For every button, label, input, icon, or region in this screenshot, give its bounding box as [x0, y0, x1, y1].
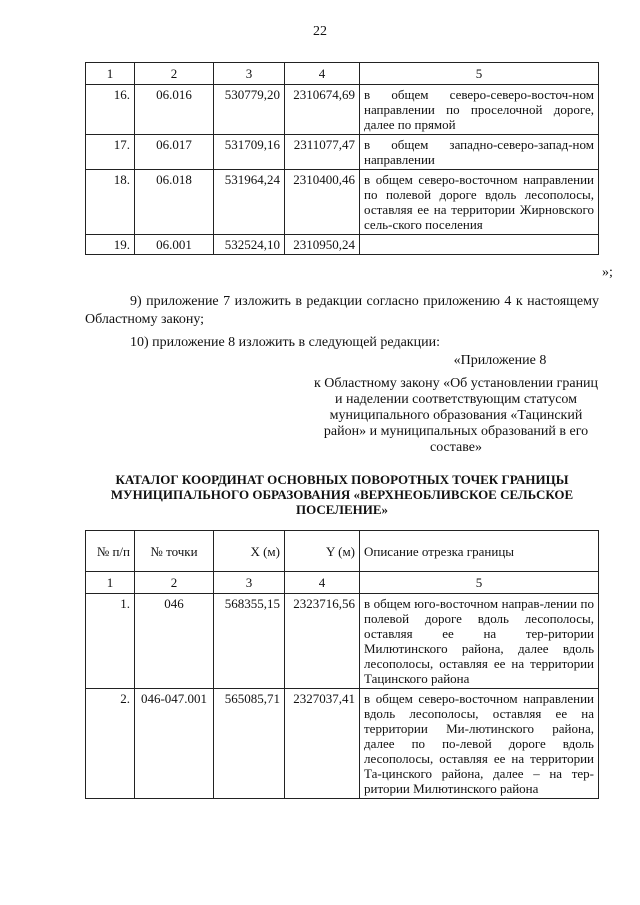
point-number: 06.001 — [135, 235, 214, 255]
x-coordinate: 531709,16 — [214, 135, 285, 170]
y-coordinate: 2310400,46 — [285, 170, 360, 235]
column-number: 5 — [360, 63, 599, 85]
row-number: 16. — [86, 85, 135, 135]
table-row — [86, 594, 599, 689]
segment-description: в общем юго-восточном направ-лении по полевой дороге вдоль лесополосы, оставляя ее на тер-ритории Милютинского района, далее вдоль лесополосы, оставляя ее на территории Тацинского района — [360, 594, 599, 689]
segment-description — [360, 235, 599, 255]
x-coordinate: 532524,10 — [214, 235, 285, 255]
column-number: 2 — [135, 63, 214, 85]
segment-description: в общем западно-северо-запад-ном направлении — [360, 135, 599, 170]
table-row — [86, 689, 599, 799]
table-column-numbers — [86, 63, 599, 85]
row-number: 18. — [86, 170, 135, 235]
point-number: 046 — [135, 594, 214, 689]
x-coordinate: 568355,15 — [214, 594, 285, 689]
x-coordinate: 530779,20 — [214, 85, 285, 135]
column-number: 3 — [214, 572, 285, 594]
coordinates-catalog-table — [85, 530, 599, 799]
paragraph-item-10: 10) приложение 8 изложить в следующей редакции: — [130, 335, 440, 350]
coordinates-table-continued — [85, 62, 599, 255]
x-coordinate: 531964,24 — [214, 170, 285, 235]
appendix-description: к Областному закону «Об установлении границ и наделении соответствующим статусом муниципального образования «Тацинский район» и муниципальных образований в его составе» — [313, 376, 599, 455]
column-header-number: № п/п — [86, 531, 135, 572]
point-number: 06.017 — [135, 135, 214, 170]
y-coordinate: 2310674,69 — [285, 85, 360, 135]
row-number: 1. — [86, 594, 135, 689]
appendix-title: «Приложение 8 — [453, 353, 547, 368]
y-coordinate: 2310950,24 — [285, 235, 360, 255]
segment-description: в общем северо-северо-восточ-ном направлении по проселочной дороге, далее по прямой — [360, 85, 599, 135]
table-header-row — [86, 531, 599, 572]
row-number: 19. — [86, 235, 135, 255]
segment-description: в общем северо-восточном направлении вдоль лесополосы, оставляя ее на территории Ми-лютинского района, далее по по-левой дороге вдоль лесополосы, оставляя ее на территории Та-цинского района, далее – на тер-ритории Милютинского района — [360, 689, 599, 799]
column-number: 3 — [214, 63, 285, 85]
column-number: 2 — [135, 572, 214, 594]
y-coordinate: 2311077,47 — [285, 135, 360, 170]
column-number: 4 — [285, 572, 360, 594]
paragraph-item-9: 9) приложение 7 изложить в редакции согласно приложению 4 к настоящему Областному закону; — [85, 294, 599, 327]
table-row — [86, 170, 599, 235]
y-coordinate: 2327037,41 — [285, 689, 360, 799]
column-number: 1 — [86, 63, 135, 85]
table-row — [86, 235, 599, 255]
table-column-numbers — [86, 572, 599, 594]
column-header-point: № точки — [135, 531, 214, 572]
row-number: 17. — [86, 135, 135, 170]
point-number: 06.016 — [135, 85, 214, 135]
column-header-x: X (м) — [214, 531, 285, 572]
segment-description: в общем северо-восточном направлении по полевой дороге вдоль лесополосы, оставляя ее на территории Жирновского сель-ского поселения — [360, 170, 599, 235]
point-number: 046-047.001 — [135, 689, 214, 799]
column-number: 4 — [285, 63, 360, 85]
row-number: 2. — [86, 689, 135, 799]
column-header-y: Y (м) — [285, 531, 360, 572]
table-row — [86, 135, 599, 170]
column-number: 5 — [360, 572, 599, 594]
catalog-heading: КАТАЛОГ КООРДИНАТ ОСНОВНЫХ ПОВОРОТНЫХ ТОЧЕК ГРАНИЦЫ МУНИЦИПАЛЬНОГО ОБРАЗОВАНИЯ «ВЕРХНЕОБЛИВСКОЕ СЕЛЬСКОЕ ПОСЕЛЕНИЕ» — [110, 472, 574, 517]
x-coordinate: 565085,71 — [214, 689, 285, 799]
point-number: 06.018 — [135, 170, 214, 235]
table-row — [86, 85, 599, 135]
page-number: 22 — [313, 24, 327, 39]
y-coordinate: 2323716,56 — [285, 594, 360, 689]
column-number: 1 — [86, 572, 135, 594]
column-header-description: Описание отрезка границы — [360, 531, 599, 572]
closing-quote: »; — [602, 265, 613, 280]
